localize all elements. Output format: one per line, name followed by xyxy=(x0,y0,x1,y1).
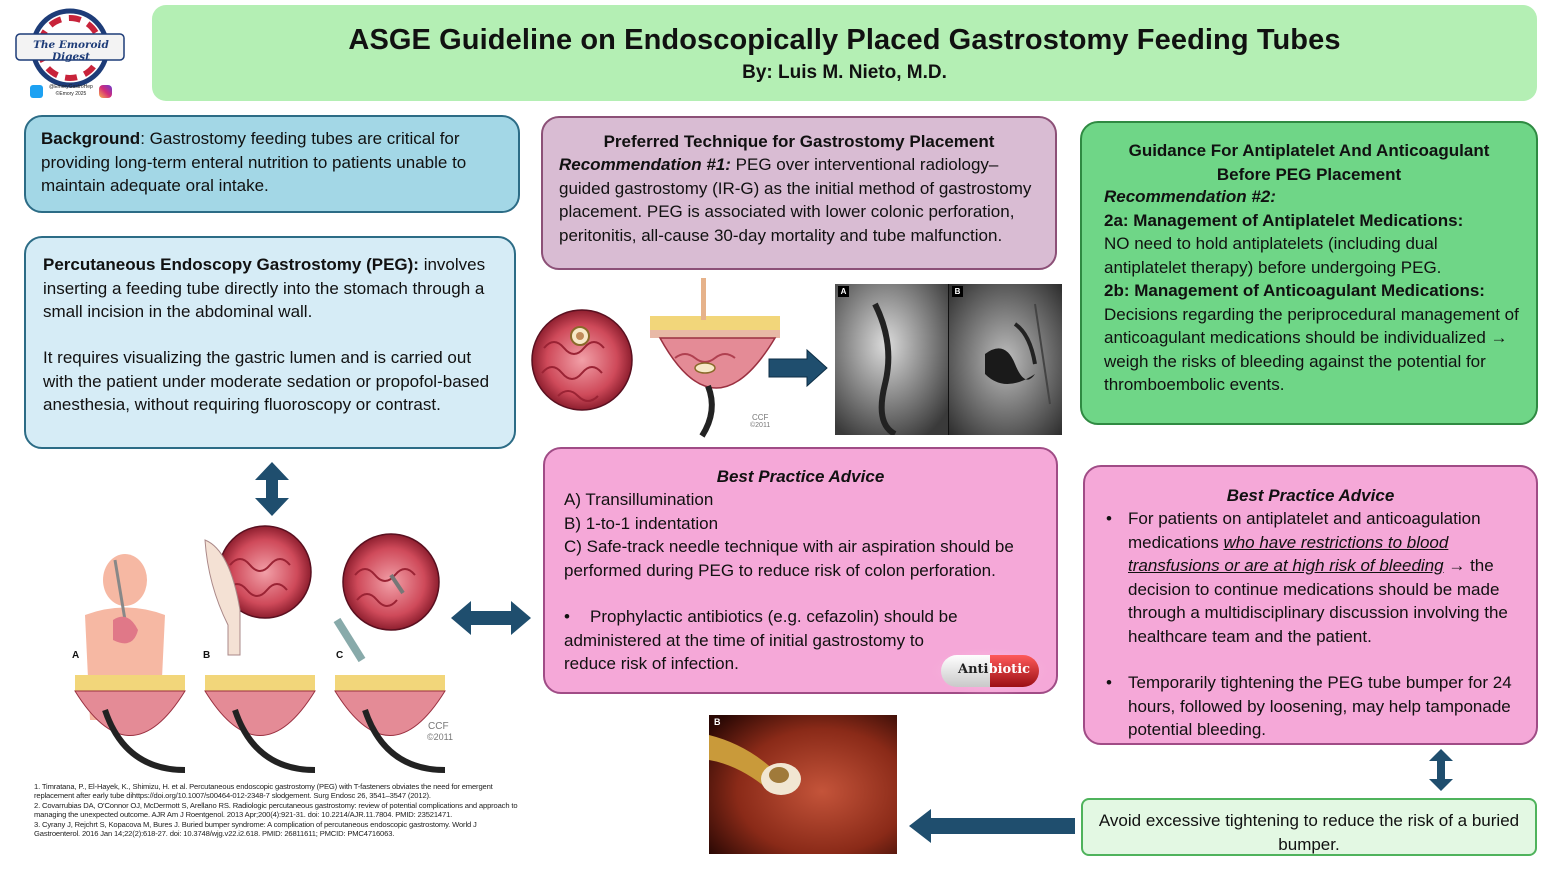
bpa-bullet: • xyxy=(564,607,570,626)
twitter-icon xyxy=(30,85,43,98)
arrow-left xyxy=(907,806,1077,846)
logo-copyright: ©Emory 2025 xyxy=(55,91,87,97)
avoid-tightening-text: Avoid excessive tightening to reduce the risk of a buried bumper. xyxy=(1098,811,1520,854)
anticoag-title: Guidance For Antiplatelet And Anticoagulant Before PEG Placement xyxy=(1128,141,1490,184)
reference-3: 3. Cyrany J, Rejchrt S, Kopacova M, Bures J. Buried bumper syndrome: A complication of percutaneous endoscopic gastrostomy. World J Gastroenterol. 2016 Jan 14;22(2):618-27. doi: 10.3748/wjg.v22.i2.618. PMID: 26811611; PMCID: PMC4716063. xyxy=(34,819,477,839)
instagram-icon xyxy=(99,85,112,98)
bpa-right-item-1 xyxy=(1104,507,1518,648)
peg-label: Percutaneous Endoscopy Gastrostomy (PEG): xyxy=(43,255,419,274)
transillumination-indentation-illustration xyxy=(65,520,465,775)
bpa-center-title-text: Best Practice Advice xyxy=(716,467,885,486)
fluoro-label-a: A xyxy=(838,286,849,297)
bpa-center-title xyxy=(543,465,1058,489)
bpa-right-item-1-pre: For patients on antiplatelet and anticoagulation medications xyxy=(1128,509,1481,552)
author-byline: By: Luis M. Nieto, M.D. xyxy=(742,62,947,83)
pill-text-2: biotic xyxy=(988,662,1031,677)
technique-recommendation xyxy=(559,153,1047,247)
bpa-right-item-1-post: → the decision to continue medications should be made through a multidisciplinary discussion involving the healthcare team and the patient. xyxy=(1128,556,1508,646)
bpa-right-title xyxy=(1083,484,1538,508)
background-label: Background xyxy=(41,129,141,148)
peg-definition-text xyxy=(43,253,505,324)
peg-text1: involves inserting a feeding tube directly into the stomach through a small incision in the abdominal wall. xyxy=(43,255,486,321)
technique-rec-text: PEG over interventional radiology–guided gastrostomy (IR-G) as the initial method of gastrostomy placement. PEG is associated with lower colonic perforation, peritonitis, all-cause 30-day mortality and tube malfunction. xyxy=(559,155,1032,245)
reference-2: 2. Covarrubias DA, O'Connor OJ, McDermott S, Arellano RS. Radiologic percutaneous gastrostomy: review of potential complications and approach to managing the unexpected outcome. AJR Am J Roentgenol. 2013 Apr;200(4):921-31. doi: 10.2214/AJR.11.7804. PMID: 23521471. xyxy=(34,800,518,820)
fluoroscopy-image xyxy=(835,284,1062,435)
fluoro-label-b: B xyxy=(952,286,963,297)
left-figure-year: ©2011 xyxy=(427,732,453,742)
antiplatelet-heading: 2a: Management of Antiplatelet Medications: xyxy=(1104,210,1464,230)
anticoagulant-text: Decisions regarding the periprocedural management of anticoagulant medications should be individualized → weigh the risks of bleeding against the potential for thromboembolic events. xyxy=(1104,304,1519,394)
left-figure-label-b: B xyxy=(203,650,211,661)
bpa-right-list xyxy=(1104,507,1518,742)
endoscopy-label-b: B xyxy=(714,717,721,727)
technique-rec-label: Recommendation #1: xyxy=(559,155,731,174)
buried-bumper-endoscopy-photo xyxy=(709,715,897,854)
bpa-center-list xyxy=(564,488,1044,582)
bpa-item-c: C) Safe-track needle technique with air aspiration should be performed during PEG to reduce risk of colon perforation. xyxy=(564,537,1014,580)
peg-procedure-text: It requires visualizing the gastric lumen and is carried out with the patient under moderate sedation or propofol-based anesthesia, without requiring fluoroscopy or contrast. xyxy=(43,348,490,414)
bpa-right-item-2: • Temporarily tightening the PEG tube bumper for 24 hours, followed by loosening, may help tamponade potential bleeding. xyxy=(1104,671,1518,742)
bpa-right-item-1-emphasis: who have restrictions to blood transfusions or are at high risk of bleeding xyxy=(1128,532,1449,575)
left-figure-ccf: CCF xyxy=(428,721,449,732)
reference-1: 1. Timratana, P., El-Hayek, K., Shimizu, H. et al. Percutaneous endoscopic gastrostomy (PEG) with T-fasteners obviates the need for emergent replacement after early tube dihttps://doi.org/10.1007/s00464-012-2348-7 slodgement. Surg Endosc 26, 3541–3547 (2012). xyxy=(34,782,493,801)
references xyxy=(34,782,520,838)
background-text xyxy=(41,127,509,198)
bpa-antibiotic-body: Prophylactic antibiotics (e.g. cefazolin) should be administered at the time of initial gastrostomy to reduce risk of infection. xyxy=(564,607,958,673)
bpa-item-b: B) 1-to-1 indentation xyxy=(564,513,719,533)
double-arrow-vertical-right xyxy=(1428,748,1454,792)
technique-title: Preferred Technique for Gastrostomy Placement xyxy=(603,132,995,151)
bpa-antibiotic-text xyxy=(564,605,974,676)
left-figure-label-c: C xyxy=(336,650,344,661)
antiplatelet-text: NO need to hold antiplatelets (including dual antiplatelet therapy) before undergoing PEG. xyxy=(1104,234,1442,277)
page-title: ASGE Guideline on Endoscopically Placed Gastrostomy Feeding Tubes xyxy=(348,24,1341,56)
antibiotic-pill-label xyxy=(958,662,1030,677)
anticoag-content xyxy=(1104,185,1524,397)
double-arrow-vertical-left xyxy=(253,460,291,518)
top-illustration-ccf: CCF xyxy=(752,413,769,422)
logo-handle: @EmoryGastroHep xyxy=(49,84,93,90)
top-illustration-year: ©2011 xyxy=(750,422,771,429)
anticoag-rec-label: Recommendation #2: xyxy=(1104,187,1276,206)
anticoagulant-heading: 2b: Management of Anticoagulant Medications: xyxy=(1104,281,1485,300)
left-figure-label-a: A xyxy=(72,650,80,661)
bpa-right-title-text: Best Practice Advice xyxy=(1226,486,1395,505)
bpa-item-a: A) Transillumination xyxy=(564,490,714,509)
background-body: : Gastrostomy feeding tubes are critical for providing long-term enteral nutrition to patients unable to maintain adequate oral intake. xyxy=(41,129,467,195)
logo-name: The Emoroid Digest xyxy=(33,39,109,63)
pill-text-1: Anti xyxy=(958,662,989,677)
